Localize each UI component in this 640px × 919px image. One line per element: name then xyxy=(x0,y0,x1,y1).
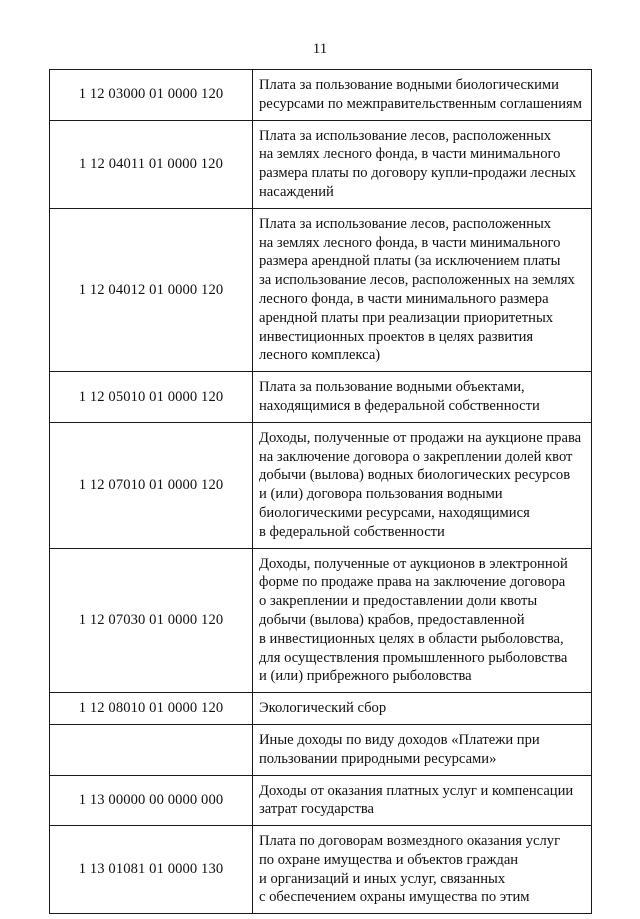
income-code-cell: 1 12 04011 01 0000 120 xyxy=(50,120,253,208)
income-description-cell xyxy=(253,724,592,775)
table-body xyxy=(50,70,592,914)
income-description-cell xyxy=(253,120,592,208)
income-description-cell xyxy=(253,372,592,423)
description-line: лесного комплекса) xyxy=(259,347,381,364)
description-line: и организаций и иных услуг, связанных xyxy=(259,870,506,887)
description-line: в инвестиционных целях в области рыболовства, xyxy=(259,630,564,647)
description-line: размера платы по договору купли-продажи лесных xyxy=(259,165,576,182)
description-line: добычи (вылова) водных биологических ресурсов xyxy=(259,467,571,484)
description-line: на землях лесного фонда, в части минимального xyxy=(259,146,561,163)
description-line: и (или) договора пользования водными xyxy=(259,486,503,503)
income-code-cell xyxy=(50,724,253,775)
description-line: на землях лесного фонда, в части минимального xyxy=(259,234,561,251)
income-code-cell: 1 12 05010 01 0000 120 xyxy=(50,372,253,423)
page-number: 11 xyxy=(312,41,328,57)
income-description-cell xyxy=(253,548,592,693)
income-code-cell: 1 13 00000 00 0000 000 xyxy=(50,775,253,826)
table-row xyxy=(50,70,592,121)
description-line: в федеральной собственности xyxy=(259,523,445,540)
income-description-cell xyxy=(253,775,592,826)
description-line: Доходы, полученные от продажи на аукционе права xyxy=(259,429,582,446)
income-code-cell: 1 12 04012 01 0000 120 xyxy=(50,208,253,371)
description-line: Доходы, полученные от аукционов в электронной xyxy=(259,555,568,572)
description-line: Плата за использование лесов, расположенных xyxy=(259,127,552,144)
table-row xyxy=(50,693,592,725)
description-line: с обеспечением охраны имущества по этим xyxy=(259,889,530,906)
table-row xyxy=(50,775,592,826)
table-row xyxy=(50,120,592,208)
description-line: Плата за пользование водными объектами, xyxy=(259,379,525,396)
description-line: лесного фонда, в части минимального размера xyxy=(259,290,549,307)
income-description-cell xyxy=(253,208,592,371)
income-description-cell xyxy=(253,693,592,725)
description-line: насаждений xyxy=(259,183,334,200)
description-line: пользовании природными ресурсами» xyxy=(259,750,497,767)
income-description-cell xyxy=(253,422,592,548)
income-description-cell xyxy=(253,70,592,121)
income-code-cell: 1 13 01081 01 0000 130 xyxy=(50,826,253,914)
description-line: и (или) прибрежного рыболовства xyxy=(259,668,472,685)
income-code-cell: 1 12 03000 01 0000 120 xyxy=(50,70,253,121)
description-line: Иные доходы по виду доходов «Платежи при xyxy=(259,731,540,748)
table-row xyxy=(50,548,592,693)
description-line: Доходы от оказания платных услуг и компенсации xyxy=(259,782,574,799)
table-row xyxy=(50,422,592,548)
description-line: размера арендной платы (за исключением платы xyxy=(259,253,561,270)
description-line: затрат государства xyxy=(259,801,375,818)
description-line: арендной платы при реализации приоритетных xyxy=(259,309,554,326)
income-description-cell xyxy=(253,826,592,914)
table-row xyxy=(50,372,592,423)
budget-classification-table xyxy=(49,69,592,914)
description-line: за использование лесов, расположенных на землях xyxy=(259,272,575,289)
description-line: ресурсами по межправительственным соглашениям xyxy=(259,95,582,112)
description-line: Плата за использование лесов, расположенных xyxy=(259,215,552,232)
table-row xyxy=(50,208,592,371)
table-row xyxy=(50,724,592,775)
description-line: для осуществления промышленного рыболовства xyxy=(259,649,568,666)
table-row xyxy=(50,826,592,914)
income-code-cell: 1 12 07010 01 0000 120 xyxy=(50,422,253,548)
description-line: форме по продаже права на заключение договора xyxy=(259,574,566,591)
description-line: Плата за пользование водными биологическими xyxy=(259,77,559,93)
description-line: находящимися в федеральной собственности xyxy=(259,397,540,414)
income-code-cell: 1 12 07030 01 0000 120 xyxy=(50,548,253,693)
description-line: добычи (вылова) крабов, предоставленной xyxy=(259,611,525,628)
description-line: по охране имущества и объектов граждан xyxy=(259,851,519,868)
description-line: на заключение договора о закреплении долей квот xyxy=(259,448,573,465)
description-line: инвестиционных проектов в целях развития xyxy=(259,328,534,345)
income-code-cell: 1 12 08010 01 0000 120 xyxy=(50,693,253,725)
description-line: Экологический сбор xyxy=(259,700,387,717)
description-line: Плата по договорам возмездного оказания услуг xyxy=(259,833,561,850)
description-line: биологическими ресурсами, находящимися xyxy=(259,504,530,521)
description-line: о закреплении и предоставлении доли квоты xyxy=(259,593,538,610)
